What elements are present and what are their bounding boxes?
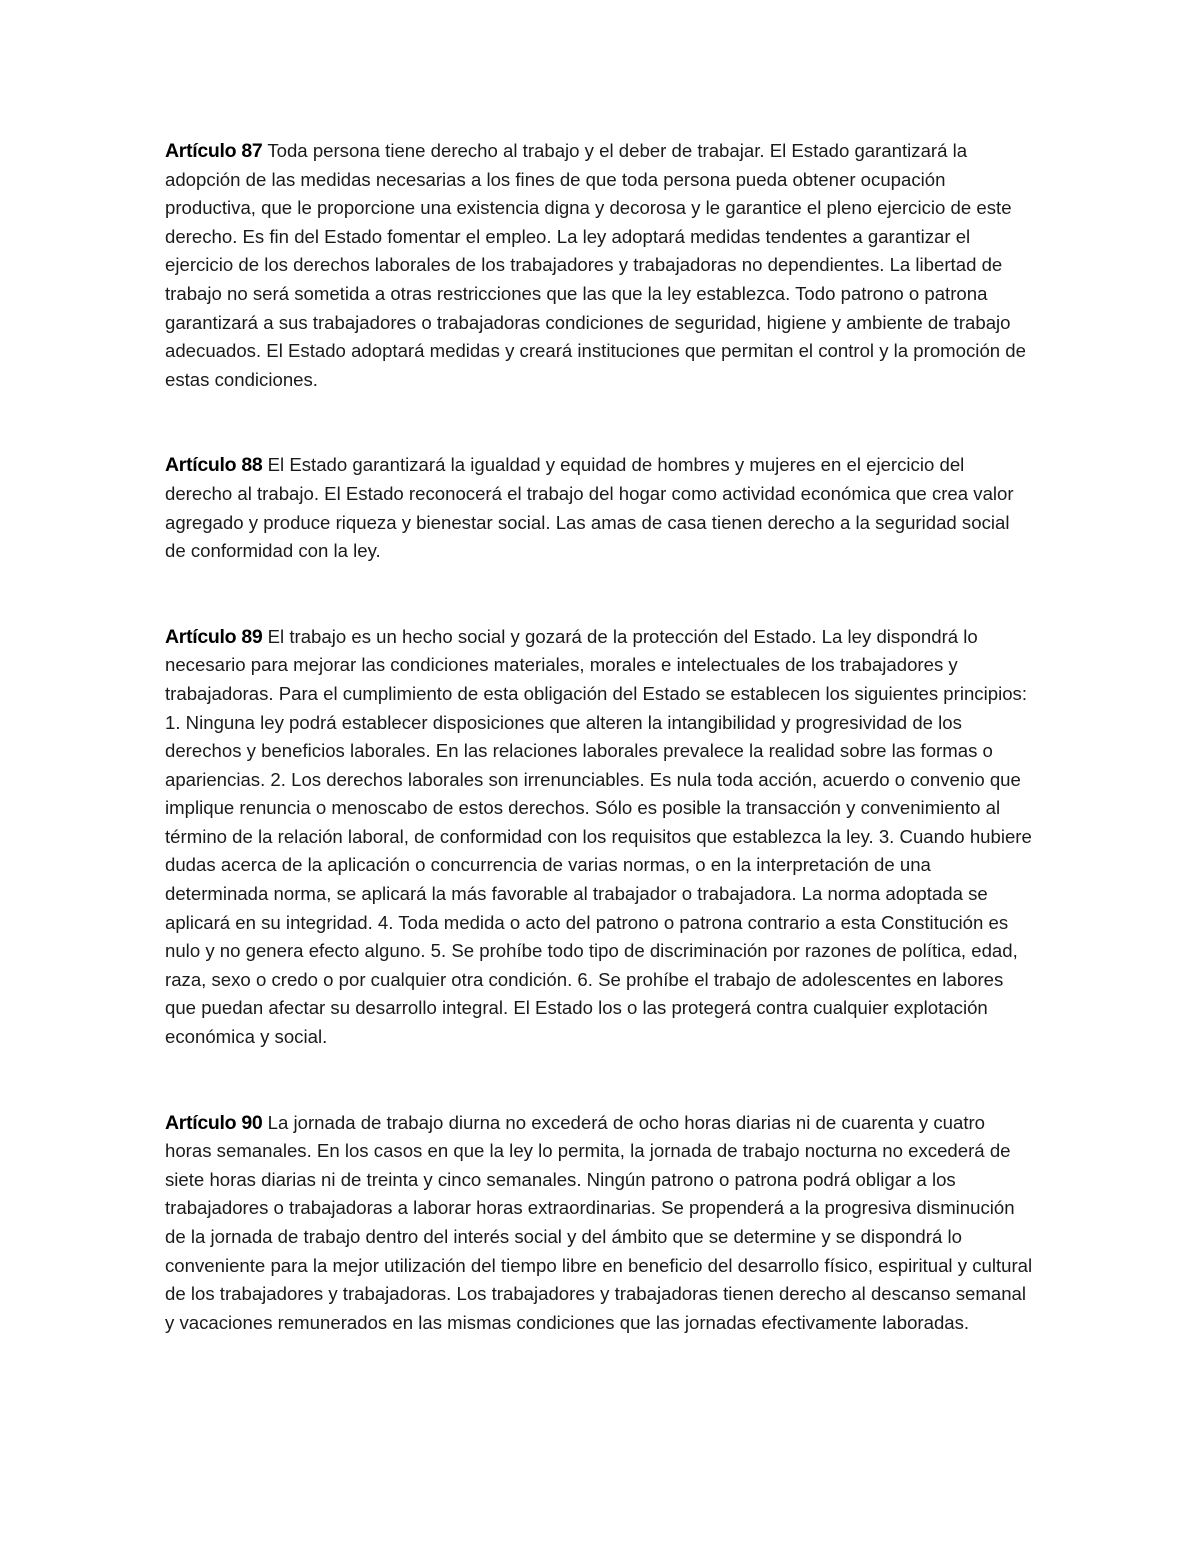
article-heading: Artículo 87 xyxy=(165,140,263,162)
article-text: El trabajo es un hecho social y gozará de la protección del Estado. La ley dispondrá lo necesario para mejorar las condiciones materiales, morales e intelectuales de los trabajadores y trabajadoras. Para el cumplimiento de esta obligación del Estado se establecen los siguientes principios: 1. Ninguna ley podrá establecer disposiciones que alteren la intangibilidad y progresividad de los derechos y beneficios laborales. En las relaciones laborales prevalece la realidad sobre las formas o apariencias. 2. Los derechos laborales son irrenunciables. Es nula toda acción, acuerdo o convenio que implique renuncia o menoscabo de estos derechos. Sólo es posible la transacción y convenimiento al término de la relación laboral, de conformidad con los requisitos que establezca la ley. 3. Cuando hubiere dudas acerca de la aplicación o concurrencia de varias normas, o en la interpretación de una determinada norma, se aplicará la más favorable al trabajador o trabajadora. La norma adoptada se aplicará en su integridad. 4. Toda medida o acto del patrono o patrona contrario a esta Constitución es nulo y no genera efecto alguno. 5. Se prohíbe todo tipo de discriminación por razones de política, edad, raza, sexo o credo o por cualquier otra condición. 6. Se prohíbe el trabajo de adolescentes en labores que puedan afectar su desarrollo integral. El Estado los o las protegerá contra cualquier explotación económica y social. xyxy=(165,625,1032,1048)
article-text: La jornada de trabajo diurna no excederá de ocho horas diarias ni de cuarenta y cuatro horas semanales. En los casos en que la ley lo permita, la jornada de trabajo nocturna no excederá de siete horas diarias ni de treinta y cinco semanales. Ningún patrono o patrona podrá obligar a los trabajadores o trabajadoras a laborar horas extraordinarias. Se propenderá a la progresiva disminución de la jornada de trabajo dentro del interés social y del ámbito que se determine y se dispondrá lo conveniente para la mejor utilización del tiempo libre en beneficio del desarrollo físico, espiritual y cultural de los trabajadores y trabajadoras. Los trabajadores y trabajadoras tienen derecho al descanso semanal y vacaciones remunerados en las mismas condiciones que las jornadas efectivamente laboradas. xyxy=(165,1111,1033,1333)
article-heading: Artículo 88 xyxy=(165,454,263,477)
article-text: El Estado garantizará la igualdad y equidad de hombres y mujeres en el ejercicio del derecho al trabajo. El Estado reconocerá el trabajo del hogar como actividad económica que crea valor agregado y produce riqueza y bienestar social. Las amas de casa tienen derecho a la seguridad social de conformidad con la ley. xyxy=(165,454,1014,562)
article-89 xyxy=(165,623,1035,1052)
article-87 xyxy=(165,137,1035,394)
article-90 xyxy=(165,1109,1035,1338)
article-heading: Artículo 90 xyxy=(165,1111,263,1134)
article-text: Toda persona tiene derecho al trabajo y el deber de trabajar. El Estado garantizará la adopción de las medidas necesarias a los fines de que toda persona pueda obtener ocupación productiva, que le proporcione una existencia digna y decorosa y le garantice el pleno ejercicio de este derecho. Es fin del Estado fomentar el empleo. La ley adoptará medidas tendentes a garantizar el ejercicio de los derechos laborales de los trabajadores y trabajadoras no dependientes. La libertad de trabajo no será sometida a otras restricciones que las que la ley establezca. Todo patrono o patrona garantizará a sus trabajadores o trabajadoras condiciones de seguridad, higiene y ambiente de trabajo adecuados. El Estado adoptará medidas y creará instituciones que permitan el control y la promoción de estas condiciones. xyxy=(165,140,1026,390)
document-body xyxy=(165,137,1035,1337)
article-heading: Artículo 89 xyxy=(165,625,263,648)
article-88 xyxy=(165,451,1035,565)
